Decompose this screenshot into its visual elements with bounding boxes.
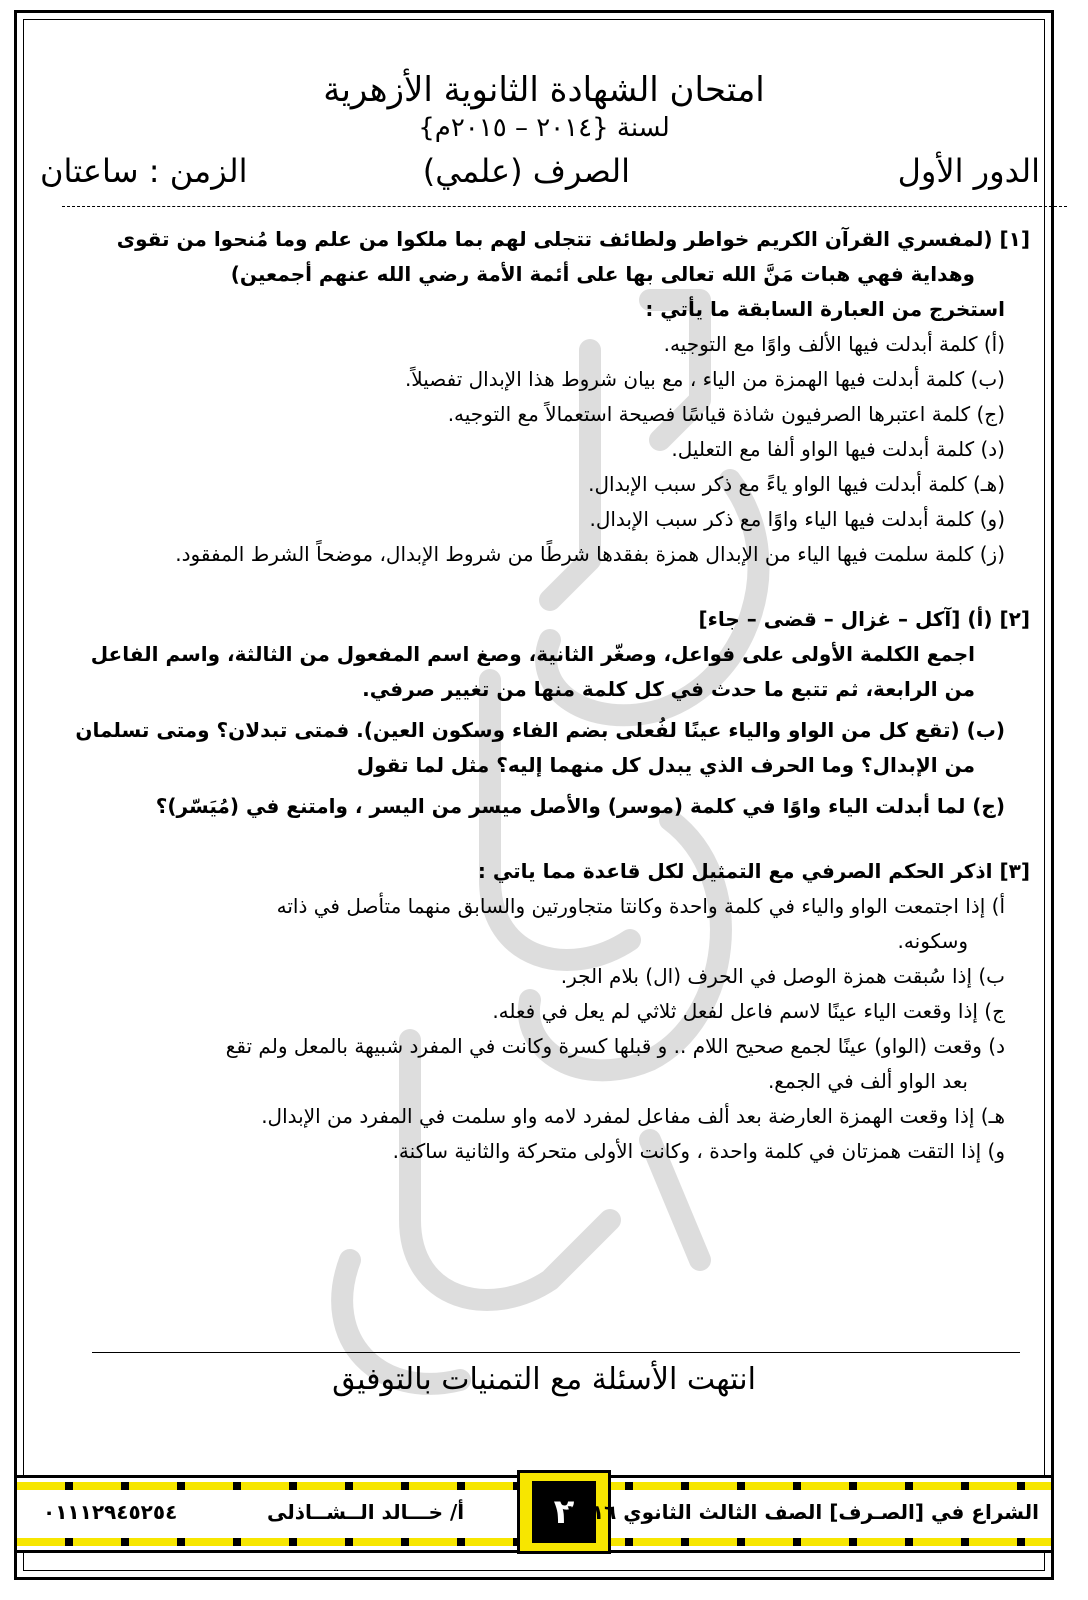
q1-passage-line2: وهداية فهي هبات مَنَّ الله تعالى بها على أئمة الأمة رضي الله عنهم أجمعين) <box>230 262 975 286</box>
page-number: ٢ <box>532 1481 596 1543</box>
q2-a-head: [٢] (أ) [آكل – غزال – قضى – جاء] <box>698 607 1030 631</box>
q2-b-line2: من الإبدال؟ وما الحرف الذي يبدل كل منهما إليه؟ مثل لما تقول <box>356 753 975 777</box>
q2-a-line1: اجمع الكلمة الأولى على فواعل، وصغّر الثانية، وصغ اسم المفعول من الثالثة، واسم الفاعل <box>90 642 975 666</box>
exam-year: لسنة {٢٠١٤ – ٢٠١٥م} <box>418 113 670 143</box>
q3-number: [٣] <box>999 859 1030 883</box>
spacer <box>45 572 1030 602</box>
exam-round: الدور الأول <box>897 152 1040 190</box>
q1-instruction: استخرج من العبارة السابقة ما يأتي : <box>645 297 1005 321</box>
q2-a-line2: من الرابعة، ثم تتبع ما حدث في كل كلمة منها من تغيير صرفي. <box>362 677 975 701</box>
q3-item-d-line2: بعد الواو ألف في الجمع. <box>767 1069 968 1093</box>
q3-item-d-line1: د) وقعت (الواو) عينًا لجمع صحيح اللام .. و قبلها كسرة وكانت في المفرد شبيهة بالمعل ولم تقع <box>225 1034 1005 1058</box>
footer-phone: ٠١١١٢٩٤٥٢٥٤ <box>43 1500 178 1524</box>
closing-divider <box>92 1352 1020 1353</box>
exam-subject: الصرف (علمي) <box>422 152 630 190</box>
q1-item-d: (د) كلمة أبدلت فيها الواو ألفا مع التعليل. <box>671 437 1005 461</box>
q1-item-c: (ج) كلمة اعتبرها الصرفيون شاذة قياسًا فصيحة استعمالاً مع التوجيه. <box>447 402 1005 426</box>
q3-item-a-line1: أ) إذا اجتمعت الواو والياء في كلمة واحدة وكانتا متجاورتين والسابق منهما متأصل في ذاته <box>276 894 1005 918</box>
q2-number: [٢] <box>999 607 1030 631</box>
q1-item-a: (أ) كلمة أبدلت فيها الألف واوًا مع التوجيه. <box>663 332 1005 356</box>
exam-info-row <box>40 152 1040 196</box>
q1-item-e: (هـ) كلمة أبدلت فيها الواو ياءً مع ذكر سبب الإبدال. <box>588 472 1005 496</box>
q3-item-c: ج) إذا وقعت الياء عينًا لاسم فاعل لفعل ثلاثي لم يعل في فعله. <box>492 999 1005 1023</box>
q1-passage-line1: [١] (لمفسري القرآن الكريم خواطر ولطائف تتجلى لهم بما ملكوا من علم وما مُنحوا من تقوى <box>116 227 1030 251</box>
q2-c-line: (ج) لما أبدلت الياء واوًا في كلمة (موسر) والأصل ميسر من اليسر ، وامتنع في (مُيَسّر)؟ <box>155 794 1005 818</box>
exam-title: امتحان الشهادة الثانوية الأزهرية <box>323 70 765 110</box>
q1-item-g: (ز) كلمة سلمت فيها الياء من الإبدال همزة بفقدها شرطًا من شروط الإبدال، موضحاً الشرط المفقود. <box>175 542 1005 566</box>
footer-author: أ/ خـــالد الــشــاذلى <box>267 1500 465 1524</box>
q1-item-b: (ب) كلمة أبدلت فيها الهمزة من الياء ، مع بيان شروط هذا الإبدال تفصيلاً. <box>404 367 1005 391</box>
q2-b-line1: (ب) (تقع كل من الواو والياء عينًا لفُعلى بضم الفاء وسكون العين). فمتى تبدلان؟ ومتى تسلمان <box>75 718 1005 742</box>
q3-item-f: و) إذا التقت همزتان في كلمة واحدة ، وكانت الأولى متحركة والثانية ساكنة. <box>392 1139 1005 1163</box>
q1-item-f: (و) كلمة أبدلت فيها الياء واوًا مع ذكر سبب الإبدال. <box>589 507 1005 531</box>
closing-message: انتهت الأسئلة مع التمنيات بالتوفيق <box>332 1362 756 1397</box>
spacer <box>45 824 1030 854</box>
footer-book-title: الشراع في [الصـرف] الصف الثالث الثانوي ٢٠١٦ <box>567 1500 1039 1524</box>
q3-item-b: ب) إذا سُبقت همزة الوصل في الحرف (ال) بلام الجر. <box>560 964 1005 988</box>
exam-time: الزمن : ساعتان <box>40 152 248 190</box>
q3-instruction: [٣] اذكر الحكم الصرفي مع التمثيل لكل قاعدة مما ياتي : <box>477 859 1030 883</box>
q3-item-e: هـ) إذا وقعت الهمزة العارضة بعد ألف مفاعل لمفرد لامه واو سلمت في المفرد من الإبدال. <box>261 1104 1005 1128</box>
page-footer <box>17 1475 1051 1553</box>
header-divider <box>62 206 1067 207</box>
q3-item-a-line2: وسكونه. <box>897 929 968 953</box>
exam-body <box>45 222 1030 1169</box>
q1-number: [١] <box>999 227 1030 251</box>
